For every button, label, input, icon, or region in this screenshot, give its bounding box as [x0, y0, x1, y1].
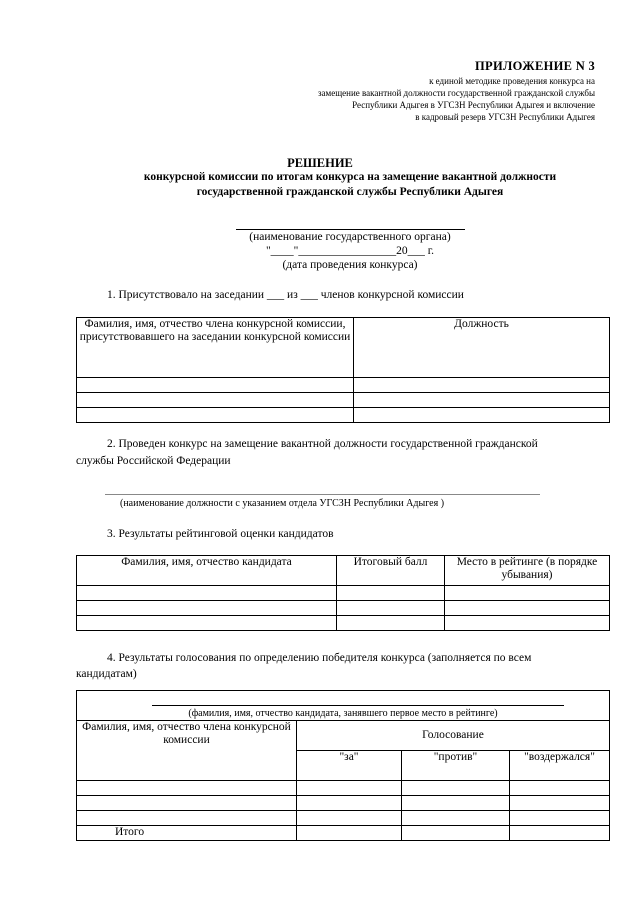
total-label: Итого: [77, 826, 297, 841]
table-row: [77, 408, 610, 423]
table-row: [77, 393, 610, 408]
voting-table: [76, 690, 610, 841]
attendance-col-position: Должность: [354, 318, 610, 378]
winner-caption: (фамилия, имя, отчество кандидата, занявшего первое место в рейтинге): [188, 708, 498, 719]
appendix-line-1: к единой методике проведения конкурса на: [429, 76, 595, 86]
date-caption: (дата проведения конкурса): [282, 259, 418, 271]
rating-table: [76, 555, 610, 631]
voting-col-abstain: "воздержался": [510, 751, 610, 781]
appendix-line-2: замещение вакантной должности государственной гражданской службы: [318, 88, 595, 98]
position-name-line: [105, 494, 540, 495]
section3-text: 3. Результаты рейтинговой оценки кандидатов: [107, 528, 334, 540]
decision-subtitle-2: государственной гражданской службы Республики Адыгея: [196, 186, 504, 198]
attendance-col-name: Фамилия, имя, отчество члена конкурсной комиссии, присутствовавшего на заседании конкурсной комиссии: [77, 318, 354, 378]
rating-col-name: Фамилия, имя, отчество кандидата: [77, 556, 337, 586]
table-row: [77, 811, 610, 826]
appendix-line-4: в кадровый резерв УГСЗН Республики Адыгея: [415, 112, 595, 122]
table-row: [77, 781, 610, 796]
section2-line-2: службы Российской Федерации: [76, 455, 231, 467]
voting-col-voting: Голосование: [297, 721, 610, 751]
decision-subtitle-1: конкурсной комиссии по итогам конкурса на замещение вакантной должности: [143, 171, 557, 183]
attendance-table: [76, 317, 610, 423]
rating-col-place: Место в рейтинге (в порядке убывания): [445, 556, 610, 586]
section4-line-2: кандидатам): [76, 668, 137, 680]
table-row: [77, 601, 610, 616]
decision-title: РЕШЕНИЕ: [287, 156, 353, 170]
appendix-line-3: Республики Адыгея в УГСЗН Республики Адыгея и включение: [352, 100, 595, 110]
table-row: [77, 378, 610, 393]
org-name-line: [236, 229, 465, 230]
winner-cell: [77, 691, 610, 721]
org-caption: (наименование государственного органа): [249, 231, 451, 243]
voting-col-for: "за": [297, 751, 402, 781]
section1-text: 1. Присутствовало на заседании ___ из ___ членов конкурсной комиссии: [107, 289, 464, 301]
rating-col-score: Итоговый балл: [337, 556, 445, 586]
appendix-title: ПРИЛОЖЕНИЕ N 3: [474, 59, 595, 73]
voting-col-against: "против": [402, 751, 510, 781]
winner-name-line: [152, 705, 564, 706]
section4-line-1: 4. Результаты голосования по определению победителя конкурса (заполняется по всем: [107, 652, 532, 664]
table-row: [77, 586, 610, 601]
section2-line-1: 2. Проведен конкурс на замещение вакантной должности государственной гражданской: [107, 438, 538, 450]
voting-col-member: Фамилия, имя, отчество члена конкурсной комиссии: [77, 721, 297, 781]
position-caption: (наименование должности с указанием отдела УГСЗН Республики Адыгея ): [120, 498, 445, 509]
total-row: [77, 826, 610, 841]
contest-date: "____"_________________20___ г.: [265, 245, 435, 257]
table-row: [77, 796, 610, 811]
table-row: [77, 616, 610, 631]
